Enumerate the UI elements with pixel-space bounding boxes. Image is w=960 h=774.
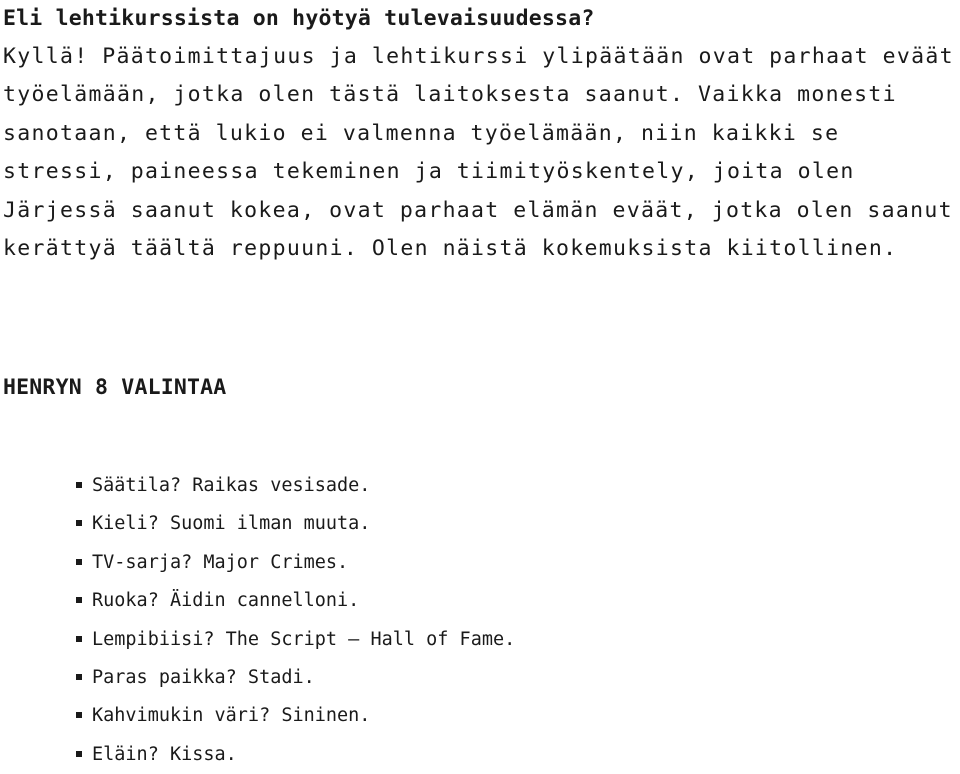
bullet-icon: [76, 482, 82, 488]
bullet-icon: [76, 751, 82, 757]
bullet-icon: [76, 597, 82, 603]
list-item-text: Kahvimukin väri? Sininen.: [92, 705, 371, 727]
list-item-text: Eläin? Kissa.: [92, 743, 237, 765]
bullet-icon: [76, 559, 82, 565]
list-item-text: Ruoka? Äidin cannelloni.: [92, 590, 360, 612]
list-item: [3, 544, 515, 582]
list-item: [3, 697, 515, 735]
bullet-icon: [76, 712, 82, 718]
list-item: [3, 659, 515, 697]
list-item-text: Säätila? Raikas vesisade.: [92, 475, 371, 496]
list-item-text: Lempibiisi? The Script – Hall of Fame.: [92, 628, 516, 650]
list-item: [3, 505, 515, 543]
bullet-icon: [76, 636, 82, 642]
list-item-text: TV-sarja? Major Crimes.: [92, 551, 349, 573]
favorites-list: [3, 467, 515, 774]
list-item: [3, 467, 515, 505]
bullet-icon: [76, 674, 82, 680]
list-item: [3, 621, 515, 659]
list-item: [3, 582, 515, 620]
interview-question: Eli lehtikurssista on hyötyä tulevaisuudessa?: [3, 6, 595, 31]
bullet-icon: [76, 520, 82, 526]
list-item-text: Kieli? Suomi ilman muuta.: [92, 513, 371, 535]
list-item-text: Paras paikka? Stadi.: [92, 666, 315, 688]
section-heading: HENRYN 8 VALINTAA: [3, 375, 227, 400]
interview-answer: Kyllä! Päätoimittajuus ja lehtikurssi ylipäätään ovat parhaat eväät työelämään, jotka olen tästä laitoksesta saanut. Vaikka monesti sanotaan, että lukio ei valmenna työelämään, niin kaikki se stressi, paineessa tekeminen ja tiimityöskentely, joita olen Järjessä saanut kokea, ovat parhaat elämän eväät, jotka olen saanut kerättyä täältä reppuuni. Olen näistä kokemuksista kiitollinen.: [3, 44, 954, 262]
article: [3, 0, 959, 765]
list-item: [3, 736, 515, 774]
